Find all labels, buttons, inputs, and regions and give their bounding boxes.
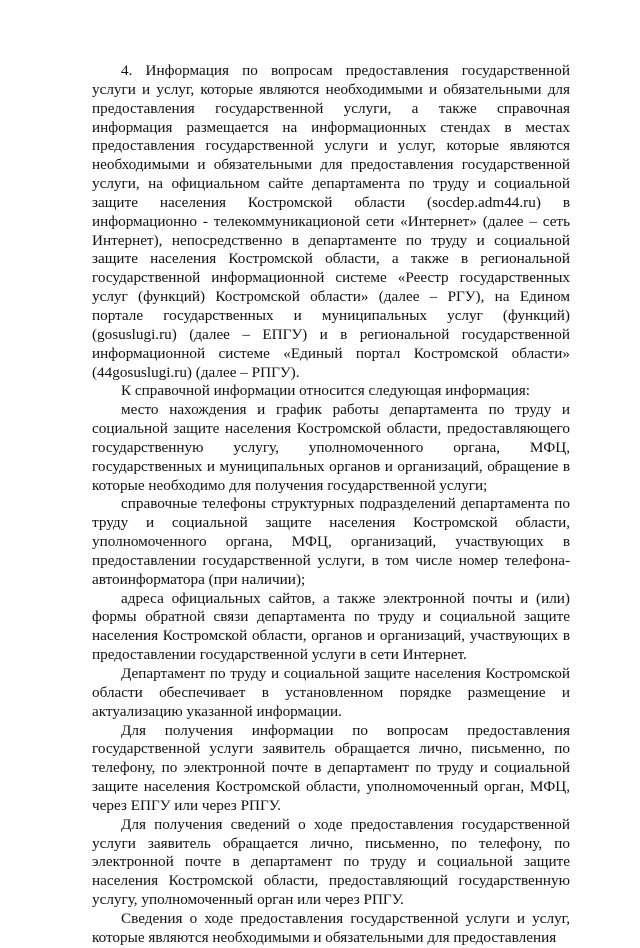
document-body bbox=[92, 62, 570, 948]
paragraph-department-updates: Департамент по труду и социальной защите населения Костромской области обеспечивает в установленном порядке размещение и актуализацию указанной информации. bbox=[92, 665, 570, 720]
paragraph-reference-phones: справочные телефоны структурных подразделений департамента по труду и социальной защите населения Костромской области, уполномоченного органа, МФЦ, организаций, участвующих в предоставлении государственной услуги, в том числе номер телефона-автоинформатора (при наличии); bbox=[92, 495, 570, 588]
paragraph-how-to-get-info: Для получения информации по вопросам предоставления государственной услуги заявитель обращается лично, письменно, по телефону, по электронной почте в департамент по труду и социальной защите населения Костромской области, уполномоченный орган, МФЦ, через ЕПГУ или через РПГУ. bbox=[92, 721, 570, 814]
paragraph-service-status: Для получения сведений о ходе предоставления государственной услуги заявитель обращается лично, письменно, по телефону, по электронной почте в департамент по труду и социальной защите населения Костромской области, предоставляющий государственную услугу, уполномоченный орган или через РПГУ. bbox=[92, 815, 570, 909]
paragraph-information-placement: 4. Информация по вопросам предоставления государственной услуги и услуг, которые являются необходимыми и обязательными для предоставления государственной услуги, а также справочная информация размещается на информационных стендах в местах предоставления государственной услуги и услуг, которые являются необходимыми и обязательными для предоставления государственной услуги, на официальном сайте департамента по труду и социальной защите населения Костромской области (socdep.adm44.ru) в информационно - телекоммуникационой сети «Интернет» (далее – сеть Интернет), непосредственно в департаменте по труду и социальной защите населения Костромской области, а также в региональной государственной информационной системе «Реестр государственных услуг (функций) Костромской области» (далее – РГУ), на Едином портале государственных и муниципальных услуг (функций) (gosuslugi.ru) (далее – ЕПГУ) и в региональной государственной информационной системе «Единый портал Костромской области» (44gosuslugi.ru) (далее – РПГУ). bbox=[92, 62, 570, 381]
paragraph-status-information: Сведения о ходе предоставления государственной услуги и услуг, которые являются необходимыми и обязательными для предоставления bbox=[92, 909, 570, 946]
paragraph-reference-info-intro: К справочной информации относится следующая информация: bbox=[121, 382, 531, 400]
paragraph-location-schedule: место нахождения и график работы департамента по труду и социальной защите населения Костромской области, предоставляющего государственную услугу, уполномоченного органа, МФЦ, государственных и муниципальных органов и организаций, обращение в которые необходимо для получения государственной услуги; bbox=[92, 401, 570, 494]
paragraph-official-websites: адреса официальных сайтов, а также электронной почты и (или) формы обратной связи департамента по труду и социальной защите населения Костромской области, органов и организаций, участвующих в предоставлении государственной услуги в сети Интернет. bbox=[92, 589, 570, 664]
